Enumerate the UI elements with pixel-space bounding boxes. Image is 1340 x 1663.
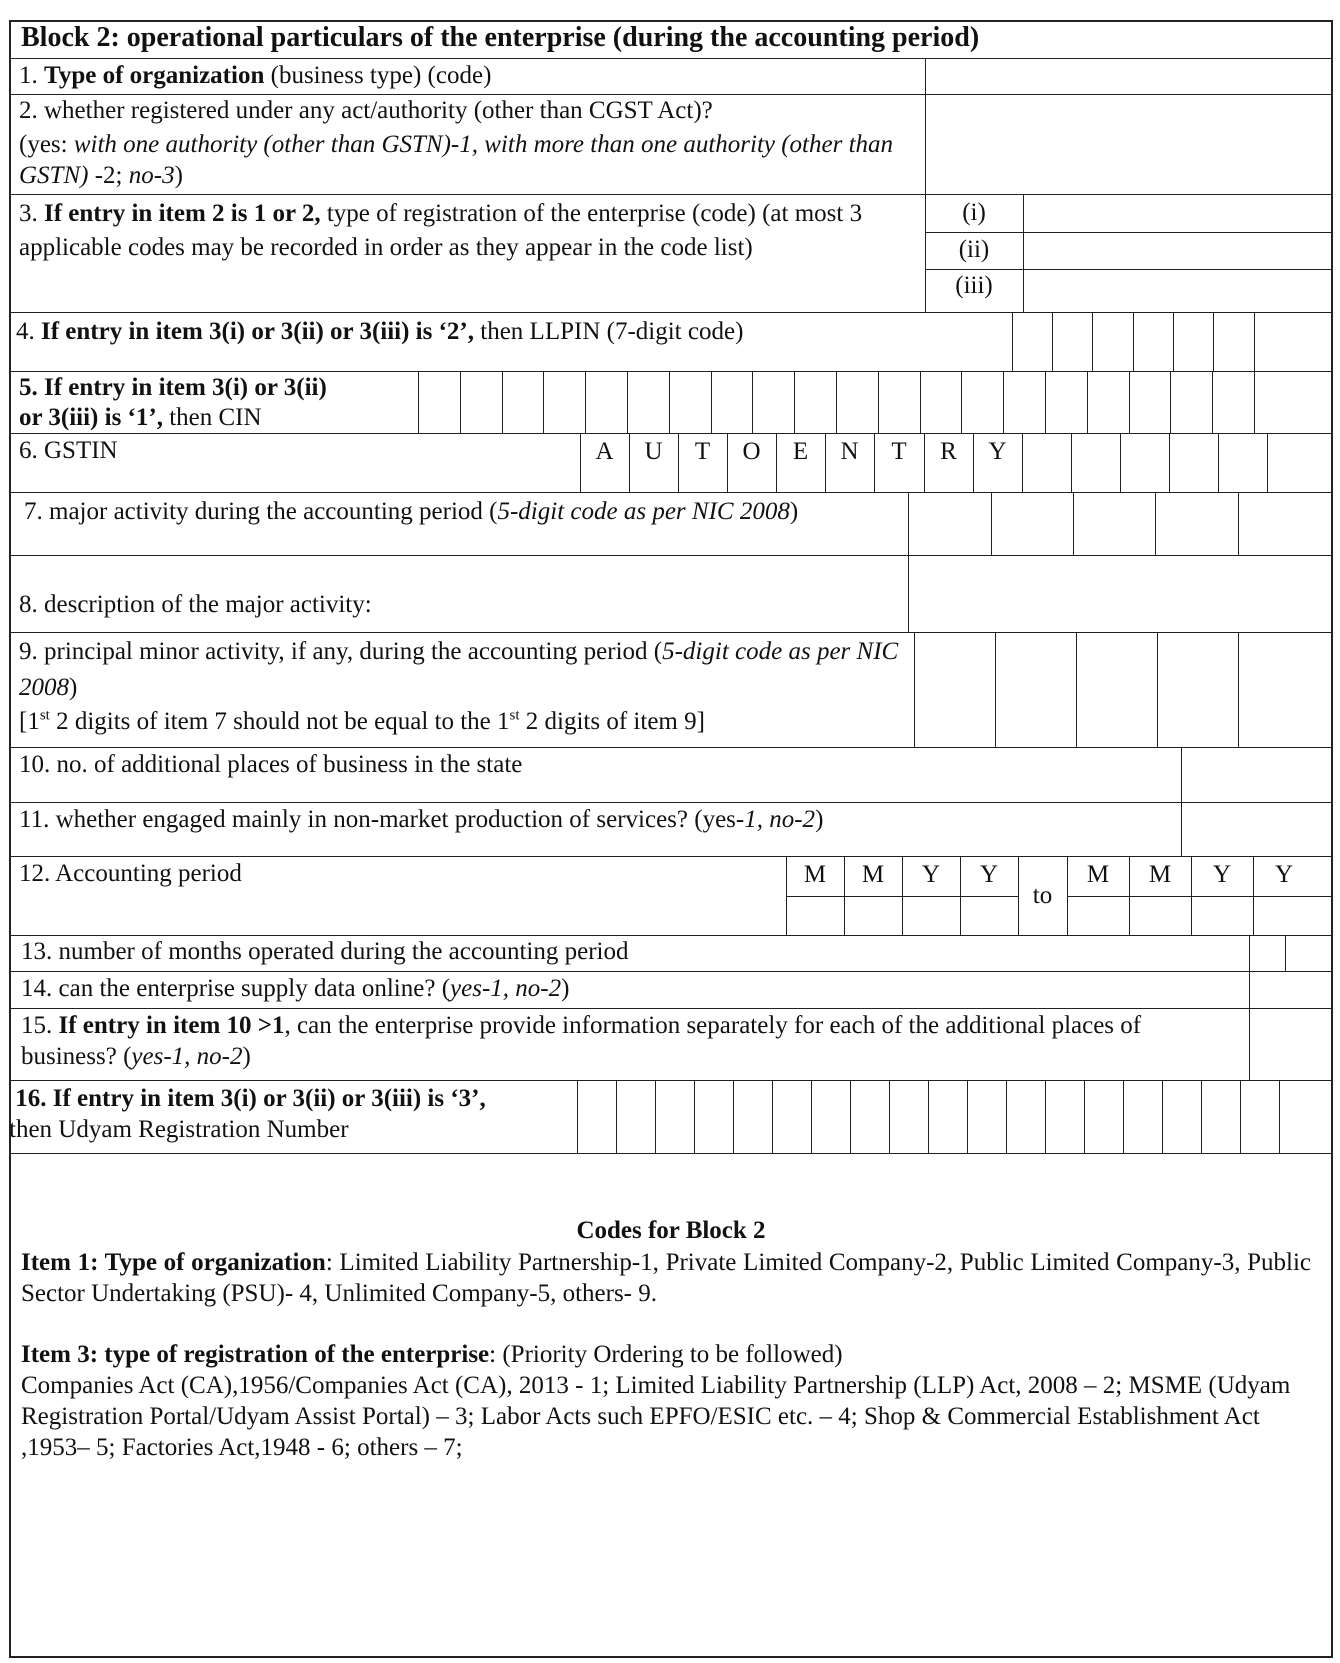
period-from-cell: Y xyxy=(921,861,941,888)
codes-item-3: Item 3: type of registration of the enterprise: (Priority Ordering to be followed) Companies Act (CA),1956/Companies Act (CA), 2013 - 1; Limited Liability Partnership (LLP) Act, 2008 – 2; MSME (Udyam Registration Portal/Udyam Assist Portal) – 3; Labor Acts such EPFO/ESIC etc. – 4; Shop & Commercial Establishment Act ,1953– 5; Factories Act,1948 - 6; others – 7; xyxy=(21,1341,1291,1461)
item-1-label: 1. Type of organization (business type) (code) xyxy=(19,62,492,89)
period-from-cell: M xyxy=(803,861,827,888)
item-13-label: 13. number of months operated during the accounting period xyxy=(21,938,629,965)
item-10-label: 10. no. of additional places of business in the state xyxy=(19,751,523,778)
codes-title: Codes for Block 2 xyxy=(576,1217,766,1244)
period-to-cell: Y xyxy=(1274,861,1294,888)
period-to-cell: Y xyxy=(1212,861,1232,888)
item-11-label: 11. whether engaged mainly in non-market production of services? (yes-1, no-2) xyxy=(19,806,824,833)
item-3-label: 3. If entry in item 2 is 1 or 2, type of registration of the enterprise (code) (at most 3 applicable codes may be recorded in order as they appear in the code list) xyxy=(19,200,863,261)
item-3-sub-i: (i) xyxy=(962,199,986,226)
item-8-label: 8. description of the major activity: xyxy=(19,591,372,618)
item-12-label: 12. Accounting period xyxy=(19,860,242,887)
item-9-label: 9. principal minor activity, if any, during the accounting period (5-digit code as per NIC 2008) xyxy=(19,638,899,701)
codes-item-1: Item 1: Type of organization: Limited Liability Partnership-1, Private Limited Company-2, Public Limited Company-3, Public Sector Undertaking (PSU)- 4, Unlimited Company-5, others- 9. xyxy=(21,1249,1311,1307)
gstin-letter: U xyxy=(644,438,663,465)
item-2-question: 2. whether registered under any act/authority (other than CGST Act)? xyxy=(19,97,713,124)
item-15-label: 15. If entry in item 10 >1, can the enterprise provide information separately for each of the additional places of business? (yes-1, no-2) xyxy=(21,1012,1142,1070)
item-16-label: 16. If entry in item 3(i) or 3(ii) or 3(iii) is ‘3’, then Udyam Registration Number xyxy=(9,1085,486,1143)
gstin-letter: N xyxy=(840,438,859,465)
item-4-label: 4. If entry in item 3(i) or 3(ii) or 3(iii) is ‘2’, then LLPIN (7-digit code) xyxy=(16,318,744,345)
gstin-letter: E xyxy=(792,438,809,465)
gstin-letter: R xyxy=(940,438,957,465)
item-6-label: 6. GSTIN xyxy=(19,437,118,464)
item-2-options: (yes: with one authority (other than GSTN)-1, with more than one authority (other than GSTN) -2; no-3) xyxy=(19,131,894,189)
item-9-note: [1st 2 digits of item 7 should not be equal to the 1st 2 digits of item 9] xyxy=(19,707,705,735)
item-14-label: 14. can the enterprise supply data online? (yes-1, no-2) xyxy=(21,975,570,1002)
period-to-label: to xyxy=(1032,882,1053,909)
item-7-label: 7. major activity during the accounting period (5-digit code as per NIC 2008) xyxy=(24,498,799,525)
item-3-sub-ii: (ii) xyxy=(958,236,990,263)
block-title: Block 2: operational particulars of the enterprise (during the accounting period) xyxy=(21,22,980,53)
gstin-letter: A xyxy=(595,438,614,465)
gstin-letter: Y xyxy=(988,438,1007,465)
item-3-sub-iii: (iii) xyxy=(955,272,993,299)
gstin-letter: T xyxy=(694,438,711,465)
period-from-cell: M xyxy=(861,861,885,888)
period-to-cell: M xyxy=(1086,861,1110,888)
period-from-cell: Y xyxy=(979,861,999,888)
gstin-letter: T xyxy=(891,438,907,465)
period-to-cell: M xyxy=(1148,861,1172,888)
item-5-label: 5. If entry in item 3(i) or 3(ii) or 3(iii) is ‘1’, then CIN xyxy=(19,374,327,431)
gstin-letter: O xyxy=(742,438,761,465)
